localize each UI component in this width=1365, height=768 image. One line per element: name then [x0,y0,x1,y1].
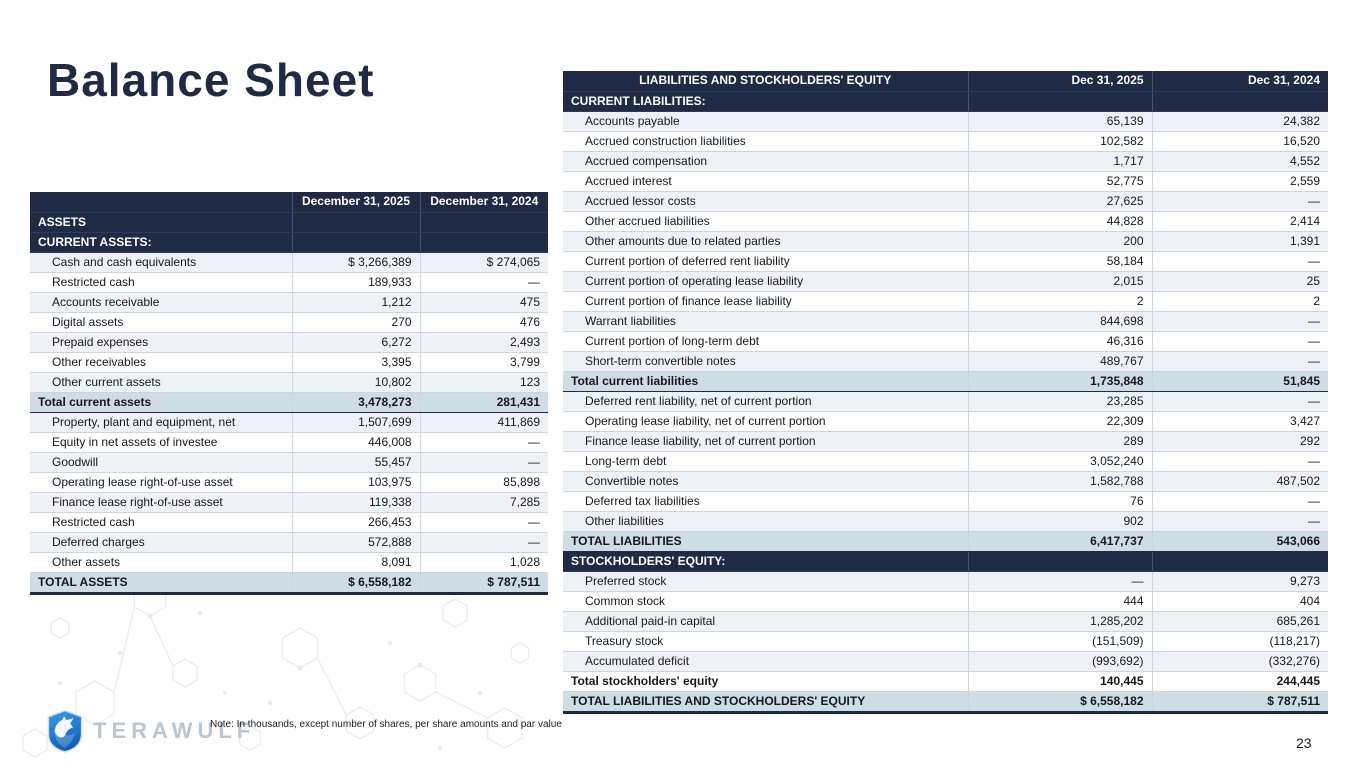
table-row [30,352,548,372]
row-label: Warrant liabilities [563,311,968,331]
value-2024: — [1152,311,1328,331]
row-label: Operating lease right-of-use asset [30,472,292,492]
row-label: Goodwill [30,452,292,472]
table-row [30,532,548,552]
value-2024 [420,232,548,252]
value-2024: 487,502 [1152,471,1328,491]
table-row [30,312,548,332]
table-row [30,452,548,472]
value-2024: 1,028 [420,552,548,572]
value-2025: 6,417,737 [968,531,1152,551]
value-2024: 2,414 [1152,211,1328,231]
value-2025: 76 [968,491,1152,511]
table-row [30,252,548,272]
column-header: December 31, 2025 [292,192,420,212]
row-label: TOTAL LIABILITIES [563,531,968,551]
row-label: Deferred rent liability, net of current portion [563,391,968,411]
table-row [563,251,1328,271]
value-2025: 1,735,848 [968,371,1152,391]
value-2024: 51,845 [1152,371,1328,391]
row-label: Accrued compensation [563,151,968,171]
row-label: Deferred tax liabilities [563,491,968,511]
value-2024: — [1152,491,1328,511]
row-label: Restricted cash [30,272,292,292]
value-2025: 1,717 [968,151,1152,171]
table-row [563,511,1328,531]
row-label: Accrued interest [563,171,968,191]
table-row [30,492,548,512]
row-label: Other liabilities [563,511,968,531]
value-2025: 140,445 [968,671,1152,691]
column-header: Dec 31, 2025 [968,71,1152,91]
row-label: Total current liabilities [563,371,968,391]
value-2024: 2,493 [420,332,548,352]
value-2024: — [1152,451,1328,471]
column-header: LIABILITIES AND STOCKHOLDERS' EQUITY [563,71,968,91]
value-2024: 3,799 [420,352,548,372]
table-row [563,371,1328,391]
row-label: Other current assets [30,372,292,392]
row-label: Current portion of operating lease liability [563,271,968,291]
table-row [563,111,1328,131]
value-2025: $ 3,266,389 [292,252,420,272]
table-row [30,432,548,452]
table-row [563,131,1328,151]
table-row [563,151,1328,171]
value-2025: 844,698 [968,311,1152,331]
value-2025: 1,285,202 [968,611,1152,631]
value-2024: 292 [1152,431,1328,451]
row-label: Cash and cash equivalents [30,252,292,272]
column-header: Dec 31, 2024 [1152,71,1328,91]
table-row [563,551,1328,571]
assets-table [30,192,548,595]
table-row [563,171,1328,191]
value-2025: 1,582,788 [968,471,1152,491]
header-row [30,192,548,212]
row-label: CURRENT ASSETS: [30,232,292,252]
table-row [563,231,1328,251]
value-2024 [420,212,548,232]
value-2024 [1152,91,1328,111]
value-2025: 22,309 [968,411,1152,431]
value-2025: 572,888 [292,532,420,552]
table-row [563,271,1328,291]
column-header: December 31, 2024 [420,192,548,212]
value-2024: 7,285 [420,492,548,512]
page-title: Balance Sheet [47,54,375,106]
column-header [30,192,292,212]
value-2024: — [420,432,548,452]
row-label: TOTAL ASSETS [30,572,292,593]
table-row [563,671,1328,691]
row-label: Accrued lessor costs [563,191,968,211]
row-label: Digital assets [30,312,292,332]
value-2025: 8,091 [292,552,420,572]
table-row [30,392,548,412]
wolf-shield-icon [46,709,84,753]
table-row [563,611,1328,631]
value-2025: 52,775 [968,171,1152,191]
value-2025: 2,015 [968,271,1152,291]
row-label: Preferred stock [563,571,968,591]
row-label: CURRENT LIABILITIES: [563,91,968,111]
table-row [30,472,548,492]
value-2024: 244,445 [1152,671,1328,691]
table-row [30,372,548,392]
value-2024: 685,261 [1152,611,1328,631]
value-2025: 1,507,699 [292,412,420,432]
value-2025 [968,551,1152,571]
value-2025: $ 6,558,182 [292,572,420,593]
row-label: Accumulated deficit [563,651,968,671]
value-2025: 270 [292,312,420,332]
row-label: Accounts receivable [30,292,292,312]
value-2024: 123 [420,372,548,392]
value-2024: — [1152,391,1328,411]
table-row [563,631,1328,651]
row-label: Current portion of finance lease liability [563,291,968,311]
value-2025: 902 [968,511,1152,531]
value-2024: — [1152,191,1328,211]
row-label: Finance lease right-of-use asset [30,492,292,512]
value-2024: 281,431 [420,392,548,412]
table-row [563,491,1328,511]
value-2024: (118,217) [1152,631,1328,651]
table-row [563,651,1328,671]
table-row [30,212,548,232]
row-label: Deferred charges [30,532,292,552]
value-2025 [292,232,420,252]
row-label: Operating lease liability, net of current portion [563,411,968,431]
page-number: 23 [1296,735,1312,751]
row-label: Accounts payable [563,111,968,131]
row-label: Equity in net assets of investee [30,432,292,452]
table-row [30,572,548,593]
value-2024: 4,552 [1152,151,1328,171]
table-row [563,91,1328,111]
row-label: Convertible notes [563,471,968,491]
table-row [30,552,548,572]
value-2024: — [420,272,548,292]
row-label: TOTAL LIABILITIES AND STOCKHOLDERS' EQUITY [563,691,968,712]
value-2025: 3,478,273 [292,392,420,412]
row-label: Long-term debt [563,451,968,471]
value-2025: 102,582 [968,131,1152,151]
row-label: Restricted cash [30,512,292,532]
value-2024 [1152,551,1328,571]
value-2024: 404 [1152,591,1328,611]
value-2025: 23,285 [968,391,1152,411]
table-row [563,191,1328,211]
value-2024: 411,869 [420,412,548,432]
value-2025: (993,692) [968,651,1152,671]
row-label: Other amounts due to related parties [563,231,968,251]
table-row [563,331,1328,351]
table-row [563,691,1328,712]
value-2024: — [1152,331,1328,351]
value-2025: 2 [968,291,1152,311]
table-row [30,232,548,252]
value-2024: — [420,452,548,472]
value-2025: 3,395 [292,352,420,372]
value-2025: 65,139 [968,111,1152,131]
value-2024: — [1152,351,1328,371]
value-2025: — [968,571,1152,591]
value-2025 [968,91,1152,111]
row-label: Total stockholders' equity [563,671,968,691]
table-row [563,391,1328,411]
table-row [30,332,548,352]
value-2024: 24,382 [1152,111,1328,131]
value-2025: 10,802 [292,372,420,392]
table-row [563,571,1328,591]
value-2024: 16,520 [1152,131,1328,151]
value-2024: 543,066 [1152,531,1328,551]
table-row [563,411,1328,431]
value-2025: (151,509) [968,631,1152,651]
value-2025: 489,767 [968,351,1152,371]
row-label: Common stock [563,591,968,611]
value-2024: 25 [1152,271,1328,291]
row-label: Additional paid-in capital [563,611,968,631]
value-2025: $ 6,558,182 [968,691,1152,712]
row-label: ASSETS [30,212,292,232]
value-2024: 476 [420,312,548,332]
table-row [30,412,548,432]
row-label: STOCKHOLDERS' EQUITY: [563,551,968,571]
value-2024: — [420,512,548,532]
row-label: Current portion of deferred rent liability [563,251,968,271]
table-row [563,591,1328,611]
value-2025: 1,212 [292,292,420,312]
row-label: Accrued construction liabilities [563,131,968,151]
table-row [563,531,1328,551]
value-2025: 3,052,240 [968,451,1152,471]
value-2025: 266,453 [292,512,420,532]
value-2024: $ 787,511 [1152,691,1328,712]
table-row [563,431,1328,451]
row-label: Total current assets [30,392,292,412]
value-2025 [292,212,420,232]
table-row [563,451,1328,471]
value-2025: 27,625 [968,191,1152,211]
value-2025: 189,933 [292,272,420,292]
footnote: Note: In thousands, except number of shares, per share amounts and par value [210,719,562,730]
value-2025: 119,338 [292,492,420,512]
value-2025: 58,184 [968,251,1152,271]
value-2024: $ 787,511 [420,572,548,593]
table-row [563,351,1328,371]
value-2024: 85,898 [420,472,548,492]
value-2025: 6,272 [292,332,420,352]
value-2024: — [1152,511,1328,531]
table-row [30,512,548,532]
value-2024: — [1152,251,1328,271]
value-2025: 55,457 [292,452,420,472]
value-2025: 200 [968,231,1152,251]
row-label: Other receivables [30,352,292,372]
table-row [30,292,548,312]
row-label: Other accrued liabilities [563,211,968,231]
row-label: Treasury stock [563,631,968,651]
value-2025: 44,828 [968,211,1152,231]
row-label: Property, plant and equipment, net [30,412,292,432]
value-2025: 289 [968,431,1152,451]
value-2024: 1,391 [1152,231,1328,251]
table-row [563,291,1328,311]
value-2024: 2,559 [1152,171,1328,191]
table-row [563,311,1328,331]
value-2025: 103,975 [292,472,420,492]
value-2025: 444 [968,591,1152,611]
liabilities-table [563,71,1328,714]
value-2024: 9,273 [1152,571,1328,591]
table-row [563,471,1328,491]
table-row [563,211,1328,231]
value-2024: $ 274,065 [420,252,548,272]
header-row [563,71,1328,91]
row-label: Short-term convertible notes [563,351,968,371]
value-2024: — [420,532,548,552]
row-label: Finance lease liability, net of current portion [563,431,968,451]
value-2024: 475 [420,292,548,312]
row-label: Prepaid expenses [30,332,292,352]
row-label: Other assets [30,552,292,572]
value-2025: 446,008 [292,432,420,452]
logo-wordmark: TERAWULF [93,718,256,743]
value-2025: 46,316 [968,331,1152,351]
value-2024: 2 [1152,291,1328,311]
value-2024: 3,427 [1152,411,1328,431]
terawulf-logo [46,709,255,753]
value-2024: (332,276) [1152,651,1328,671]
liabilities-table-container [563,71,1328,714]
row-label: Current portion of long-term debt [563,331,968,351]
assets-table-container [30,192,548,595]
table-row [30,272,548,292]
